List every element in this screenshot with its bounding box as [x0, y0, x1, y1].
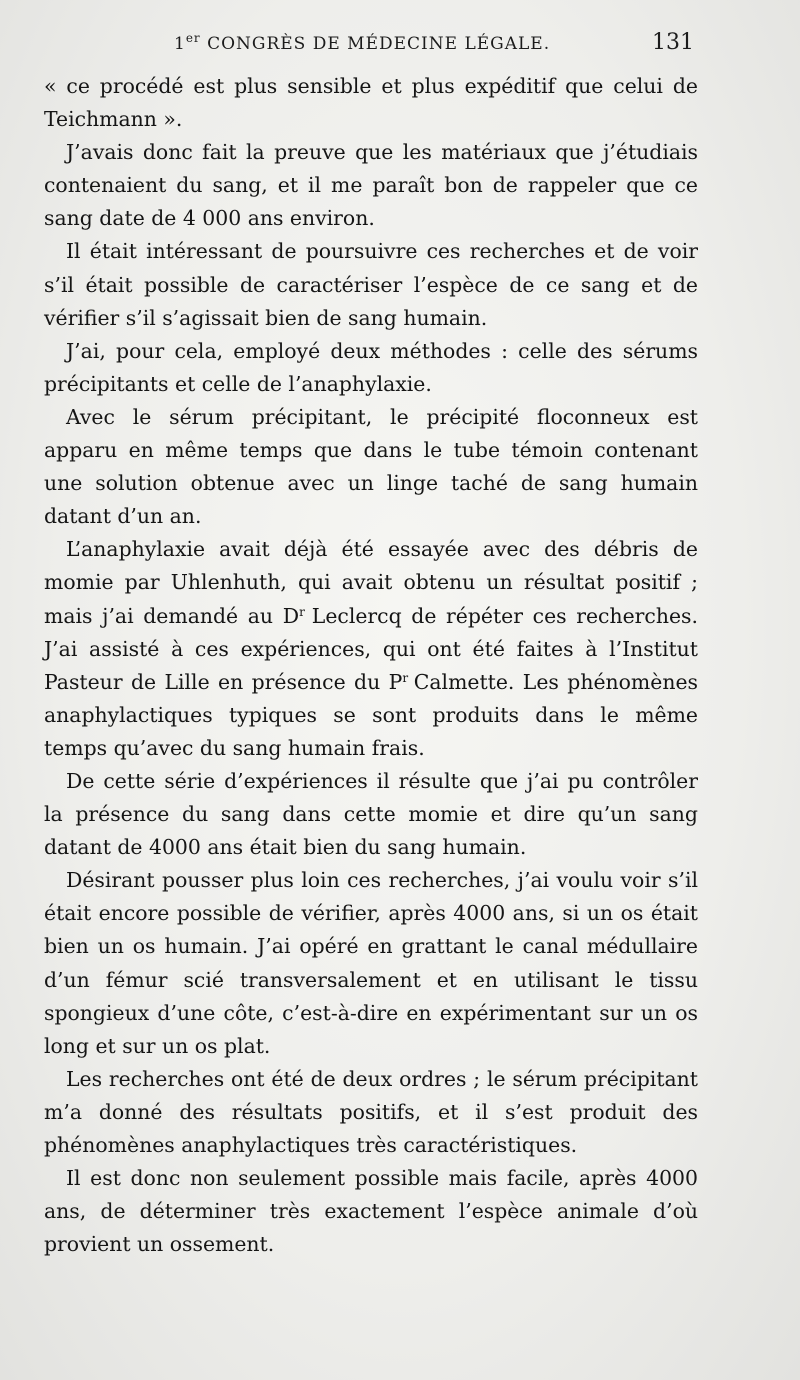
paragraph-two-methods: J’ai, pour cela, employé deux méthodes : celle des sérums précipitants et celle de l’anaphylaxie. — [44, 338, 698, 396]
page-header — [44, 30, 696, 60]
paragraph-conclusion: Il est donc non seulement possible mais facile, après 4000 ans, de déterminer très exactement l’espèce animale d’où provient un ossement. — [44, 1166, 698, 1257]
running-title: 1er CONGRÈS DE MÉDECINE LÉGALE. — [174, 31, 551, 54]
page-number: 131 — [652, 30, 694, 55]
paragraph-precipitant-serum: Avec le sérum précipitant, le précipité floconneux est apparu en même temps que dans le tube témoin contenant une solution obtenue avec un linge taché de sang humain datant d’un an. — [44, 404, 698, 529]
paragraph-species-question: Il était intéressant de poursuivre ces recherches et de voir s’il était possible de caractériser l’espèce de ce sang et de vérifier s’il s’agissait bien de sang humain. — [44, 239, 698, 330]
paragraph-anaphylaxis: L’anaphylaxie avait déjà été essayée avec des débris de momie par Uhlenhuth, qui avait obtenu un résultat positif ; mais j’ai demandé au $D^r$ Leclercq de répéter ces recherches. J’ai assisté à ces expériences, qui ont été faites à l’Institut Pasteur de Lille en présence du $P^r$ Calmette. Les phénomènes anaphylactiques typiques se sont produits dans le même temps qu’avec du sang humain frais. — [44, 537, 698, 760]
paragraph-results: De cette série d’expériences il résulte que j’ai pu contrôler la présence du sang dans cette momie et dire qu’un sang datant de 4000 ans était bien du sang humain. — [44, 768, 698, 860]
paragraph-bone-results: Les recherches ont été de deux ordres ; le sérum précipitant m’a donné des résultats positifs, et il s’est produit des phénomènes anaphylactiques très caractéristiques. — [44, 1066, 698, 1157]
paragraph-quote-end: « ce procédé est plus sensible et plus expéditif que celui de Teichmann ». — [44, 74, 698, 132]
paragraph-blood-proof: J’avais donc fait la preuve que les matériaux que j’étudiais contenaient du sang, et il me paraît bon de rappeler que ce sang date de 4 000 ans environ. — [44, 140, 698, 231]
body-text — [44, 70, 698, 1261]
paragraph-bone-tests: Désirant pousser plus loin ces recherches, j’ai voulu voir s’il était encore possible de vérifier, après 4000 ans, si un os était bien un os humain. J’ai opéré en grattant le canal médullaire d’un fémur scié transversalement et en utilisant le tissu spongieux d’une côte, c’est-à-dire en expérimentant sur un os long et sur un os plat. — [44, 868, 698, 1058]
